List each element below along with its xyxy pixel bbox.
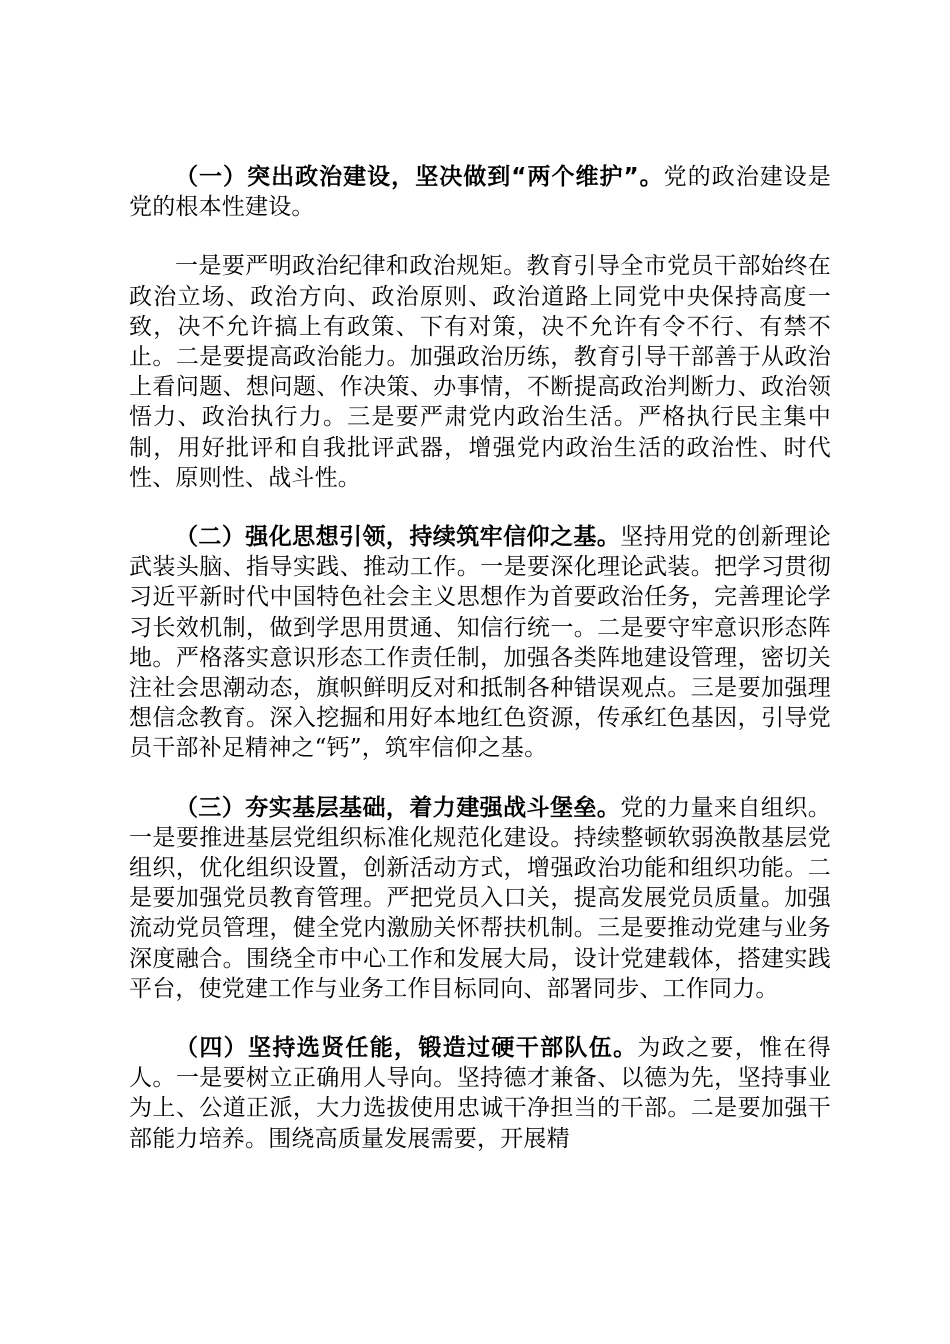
- section-heading-3: （三）夯实基层基础，着力建强战斗堡垒。: [175, 794, 621, 821]
- paragraph-3: [129, 522, 831, 764]
- paragraph-5: [129, 1033, 831, 1154]
- section-heading-2: （二）强化思想引领，持续筑牢信仰之基。: [175, 524, 621, 551]
- paragraph-body-1: 党的政治建设是党的根本性建设。: [129, 164, 831, 221]
- paragraph-body-4: 党的力量来自组织。一是要推进基层党组织标准化规范化建设。持续整顿软弱涣散基层党组织，优化组织设置，创新活动方式，增强政治功能和组织功能。二是要加强党员教育管理。严把党员入口关，提高发展党员质量。加强流动党员管理，健全党内激励关怀帮扶机制。三是要推动党建与业务深度融合。围绕全市中心工作和发展大局，设计党建载体，搭建实践平台，使党建工作与业务工作目标同向、部署同步、工作同力。: [129, 794, 831, 1002]
- document-page: [129, 162, 831, 1154]
- paragraph-body-5: 为政之要，惟在得人。一是要树立正确用人导向。坚持德才兼备、以德为先，坚持事业为上、公道正派，大力选拔使用忠诚干净担当的干部。二是要加强干部能力培养。围绕高质量发展需要，开展精: [129, 1035, 831, 1152]
- paragraph-2: [129, 251, 831, 493]
- section-heading-4: （四）坚持选贤任能，锻造过硬干部队伍。: [175, 1035, 638, 1062]
- paragraph-body-2: 一是要严明政治纪律和政治规矩。教育引导全市党员干部始终在政治立场、政治方向、政治原则、政治道路上同党中央保持高度一致，决不允许搞上有政策、下有对策，决不允许有令不行、有禁不止。二是要提高政治能力。加强政治历练，教育引导干部善于从政治上看问题、想问题、作决策、办事情，不断提高政治判断力、政治领悟力、政治执行力。三是要严肃党内政治生活。严格执行民主集中制，用好批评和自我批评武器，增强党内政治生活的政治性、时代性、原则性、战斗性。: [129, 253, 831, 491]
- paragraph-body-3: 坚持用党的创新理论武装头脑、指导实践、推动工作。一是要深化理论武装。把学习贯彻习近平新时代中国特色社会主义思想作为首要政治任务，完善理论学习长效机制，做到学思用贯通、知信行统一。二是要守牢意识形态阵地。严格落实意识形态工作责任制，加强各类阵地建设管理，密切关注社会思潮动态，旗帜鲜明反对和抵制各种错误观点。三是要加强理想信念教育。深入挖掘和用好本地红色资源，传承红色基因，引导党员干部补足精神之“钙”，筑牢信仰之基。: [129, 524, 831, 762]
- paragraph-4: [129, 793, 831, 1004]
- paragraph-1: [129, 162, 831, 222]
- section-heading-1: （一）突出政治建设，坚决做到“两个维护”。: [175, 164, 664, 190]
